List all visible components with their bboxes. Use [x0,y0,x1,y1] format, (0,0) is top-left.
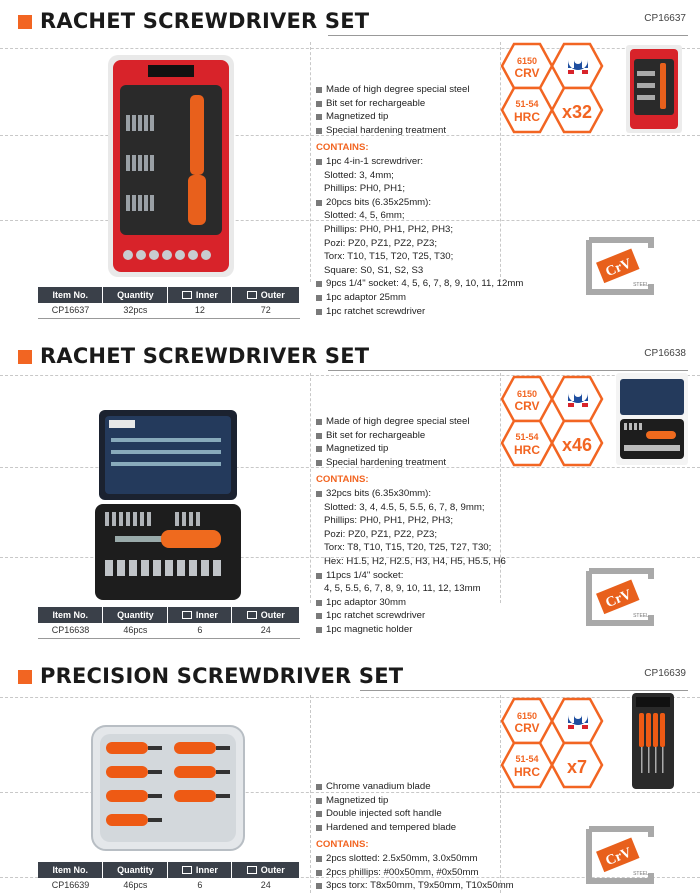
feature-list [316,780,514,893]
col-inner: Inner [168,607,232,623]
section-header [0,10,700,42]
box-icon [182,866,192,874]
product-section-cp16637 [0,0,700,330]
contents-item: 3pcs torx: T8x50mm, T9x50mm, T10x50mm [316,879,514,893]
crv-grade: 6150 [516,56,538,66]
section-title: RACHET SCREWDRIVER SET [40,9,370,33]
title-marker [18,350,32,364]
svg-text:6150: 6150 [516,389,538,399]
contents-sub: Torx: T8, T10, T15, T20, T25, T27, T30; [324,542,492,554]
feature-item: Special hardening treatment [316,124,523,138]
contents-sub: Slotted: 4, 5, 6mm; [324,210,405,222]
product-thumbnail [632,693,674,789]
col-item-no: Item No. [38,287,103,303]
svg-text:HRC: HRC [514,110,540,124]
feature-item: Bit set for rechargeable [316,97,523,111]
table-row: CP16638 46pcs 6 24 [38,623,300,638]
spec-badges [496,373,616,471]
product-section-cp16639 [0,655,700,893]
contents-item: 1pc ratchet screwdriver [316,609,506,623]
contents-sub: Pozi: PZ0, PZ1, PZ2, PZ3; [324,528,438,540]
box-icon [247,291,257,299]
section-header [0,665,700,697]
contents-item: 20pcs bits (6.35x25mm): [316,196,523,210]
contents-item: 1pc adaptor 25mm [316,291,523,305]
svg-text:51-54: 51-54 [515,754,539,764]
svg-text:51-54: 51-54 [515,99,539,109]
table-row: CP16637 32pcs 12 72 [38,303,300,318]
section-title: RACHET SCREWDRIVER SET [40,344,370,368]
product-photo [108,55,234,277]
contents-sub: 4, 5, 5.5, 6, 7, 8, 9, 10, 11, 12, 13mm [324,583,481,595]
pieces-count: x46 [561,435,593,455]
box-icon [182,611,192,619]
svg-text:STEEL: STEEL [633,613,649,619]
product-code: CP16638 [644,348,686,359]
contents-sub: Phillips: PH0, PH1, PH2, PH3; [324,515,454,527]
contents-item: 11pcs 1/4" socket: [316,569,506,583]
spec-badges [496,695,616,793]
pieces-count: x32 [561,102,593,122]
contents-sub: Phillips: PH0, PH1; [324,183,406,195]
contents-item: 1pc ratchet screwdriver [316,305,523,319]
col-outer: Outer [232,862,300,878]
col-outer: Outer [232,607,300,623]
contents-sub: Slotted: 3, 4mm; [324,169,394,181]
svg-text:STEEL: STEEL [633,282,649,288]
contents-item: 2pcs phillips: #00x50mm, #0x50mm [316,866,514,880]
box-icon [247,866,257,874]
spec-badges [496,40,616,138]
feature-item: Magnetized tip [316,110,523,124]
contains-label: CONTAINS: [316,839,369,851]
contents-item: 32pcs bits (6.35x30mm): [316,487,506,501]
col-quantity: Quantity [103,607,168,623]
contents-item: 1pc magnetic holder [316,623,506,637]
contents-item: 1pc adaptor 30mm [316,596,506,610]
svg-text:HRC: HRC [514,765,540,779]
spec-table [38,287,300,319]
product-thumbnail [626,45,682,133]
svg-text:51-54: 51-54 [515,432,539,442]
svg-text:CrV: CrV [603,845,634,870]
product-code: CP16639 [644,668,686,679]
crv-label: CRV [514,66,540,80]
product-thumbnail [616,373,688,465]
box-icon [247,611,257,619]
col-quantity: Quantity [103,862,168,878]
contents-sub: Slotted: 3, 4, 4.5, 5, 5.5, 6, 7, 8, 9mm; [324,501,485,513]
grid-line [310,373,311,603]
product-photo [95,410,241,600]
contents-sub: Pozi: PZ0, PZ1, PZ2, PZ3; [324,237,438,249]
feature-item: Double injected soft handle [316,807,514,821]
contents-item: 1pc 4-in-1 screwdriver: [316,155,523,169]
title-rule [328,370,688,371]
feature-item: Special hardening treatment [316,456,506,470]
box-icon [182,291,192,299]
col-item-no: Item No. [38,862,103,878]
crv-steel-logo [585,825,655,885]
contains-label: CONTAINS: [316,474,369,486]
product-section-cp16638 [0,335,700,645]
svg-text:CrV: CrV [603,256,634,281]
spec-table [38,862,300,893]
svg-text:CrV: CrV [603,587,634,612]
table-row: CP16639 46pcs 6 24 [38,878,300,893]
contents-sub: Square: S0, S1, S2, S3 [324,264,424,276]
title-rule [360,690,688,691]
contents-sub: Torx: T10, T15, T20, T25, T30; [324,251,454,263]
title-rule [328,35,688,36]
svg-text:6150: 6150 [516,711,538,721]
col-outer: Outer [232,287,300,303]
feature-list [316,415,506,637]
pieces-count: x7 [566,757,588,777]
feature-list [316,83,523,318]
contents-item: 2pcs slotted: 2.5x50mm, 3.0x50mm [316,852,514,866]
crv-steel-logo [585,236,655,296]
col-inner: Inner [168,287,232,303]
contents-sub: Hex: H1.5, H2, H2.5, H3, H4, H5, H5.5, H6 [324,555,506,567]
svg-text:HRC: HRC [514,443,540,457]
feature-item: Made of high degree special steel [316,415,506,429]
contents-sub: Phillips: PH0, PH1, PH2, PH3; [324,223,454,235]
section-title: PRECISION SCREWDRIVER SET [40,664,404,688]
title-marker [18,670,32,684]
svg-text:CRV: CRV [514,399,540,413]
product-code: CP16637 [644,13,686,24]
grid-line [310,695,311,893]
spec-table [38,607,300,639]
col-item-no: Item No. [38,607,103,623]
feature-item: Bit set for rechargeable [316,429,506,443]
grid-line [310,42,311,282]
svg-text:STEEL: STEEL [633,871,649,877]
contains-label: CONTAINS: [316,142,369,154]
feature-item: Magnetized tip [316,794,514,808]
feature-item: Hardened and tempered blade [316,821,514,835]
feature-item: Made of high degree special steel [316,83,523,97]
crv-steel-logo [585,567,655,627]
col-quantity: Quantity [103,287,168,303]
svg-text:CRV: CRV [514,721,540,735]
title-marker [18,15,32,29]
product-photo [88,722,248,854]
feature-item: Magnetized tip [316,442,506,456]
feature-item: Chrome vanadium blade [316,780,514,794]
col-inner: Inner [168,862,232,878]
contents-item: 9pcs 1/4" socket: 4, 5, 6, 7, 8, 9, 10, 11, 12mm [316,277,523,291]
